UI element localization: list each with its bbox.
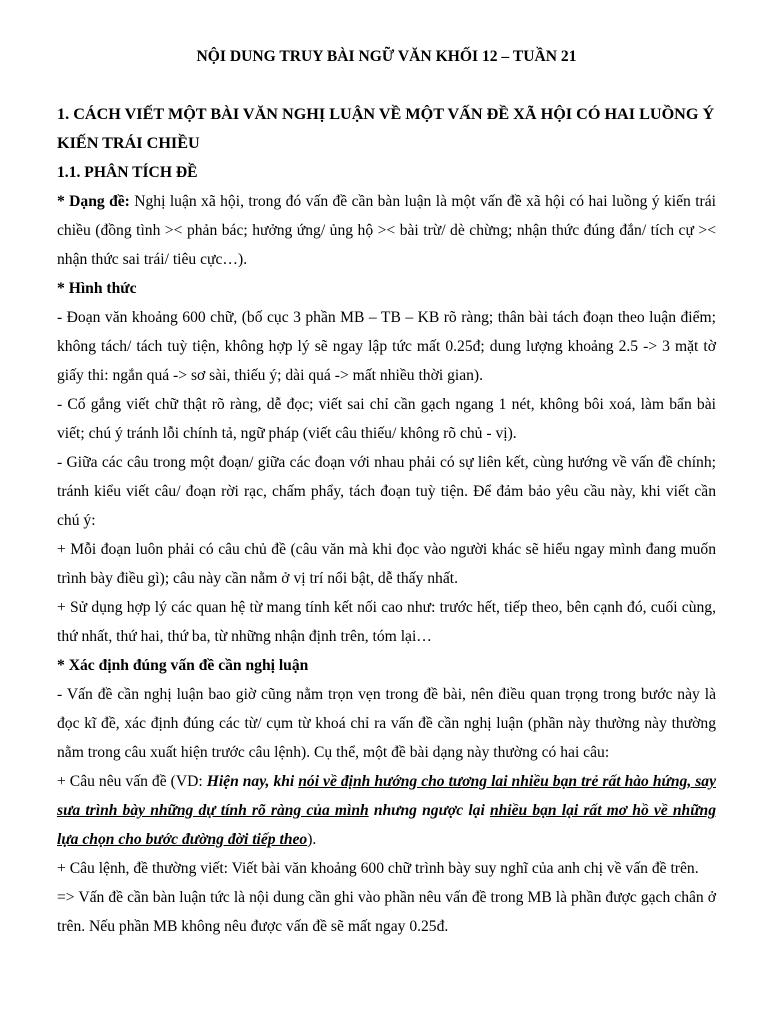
- ket-luan: => Vấn đề cần bàn luận tức là nội dung cần ghi vào phần nêu vấn đề trong MB là phần được gạch chân ở trên. Nếu phần MB không nêu được vấn đề sẽ mất ngay 0.25đ.: [57, 889, 716, 935]
- cau-neu-underlined-issue: nói về định hướng cho tương lai nhiều bạn trẻ rất hào hứng, say sưa trình bày những dự tính rõ ràng của mình: [57, 773, 717, 819]
- cau-neu-lead: + Câu nêu vấn đề (VD:: [57, 773, 207, 790]
- hinh-thuc-item: - Giữa các câu trong một đoạn/ giữa các đoạn với nhau phải có sự liên kết, cùng hướng về vấn đề chính; tránh kiểu viết câu/ đoạn rời rạc, chấm phẩy, tách đoạn tuỳ tiện. Để đảm bảo yêu cầu này, khi viết cần chú ý:: [57, 454, 716, 529]
- cau-neu-emphasis: Hiện nay, khi: [206, 773, 299, 790]
- section-1-1-heading: 1.1. PHÂN TÍCH ĐỀ: [57, 164, 198, 181]
- dang-de-text: Nghị luận xã hội, trong đó vấn đề cần bàn luận là một vấn đề xã hội có hai luồng ý kiến trái chiều (đồng tình >< phản bác; hưởng ứng/ ủng hộ >< bài trừ/ dè chừng; nhận thức đúng đắn/ tích cự >< nhận thức sai trái/ tiêu cực…).: [57, 193, 716, 268]
- hinh-thuc-item: + Mỗi đoạn luôn phải có câu chủ đề (câu văn mà khi đọc vào người khác sẽ hiểu ngay mình đang muốn trình bày điều gì); câu này cần nằm ở vị trí nổi bật, dễ thấy nhất.: [57, 541, 716, 587]
- cau-neu-tail: ).: [307, 831, 317, 848]
- cau-neu-underlined-issue: nhiều bạn lại rất mơ hồ về những lựa chọn cho bước đường đời tiếp theo: [57, 802, 717, 848]
- hinh-thuc-item: + Sử dụng hợp lý các quan hệ từ mang tính kết nối cao như: trước hết, tiếp theo, bên cạnh đó, cuối cùng, thứ nhất, thứ hai, thứ ba, từ những nhận định trên, tóm lại…: [57, 599, 716, 645]
- document-title: NỘI DUNG TRUY BÀI NGỮ VĂN KHỐI 12 – TUẦN 21: [196, 48, 577, 65]
- cau-lenh: + Câu lệnh, đề thường viết: Viết bài văn khoảng 600 chữ trình bày suy nghĩ của anh chị về vấn đề trên.: [57, 860, 699, 877]
- hinh-thuc-item: - Cố gắng viết chữ thật rõ ràng, dễ đọc; viết sai chỉ cần gạch ngang 1 nét, không bôi xoá, làm bẩn bài viết; chú ý tránh lỗi chính tả, ngữ pháp (viết câu thiếu/ không rõ chủ - vị).: [57, 396, 716, 442]
- xac-dinh-text: - Vấn đề cần nghị luận bao giờ cũng nằm trọn vẹn trong đề bài, nên điều quan trọng trong bước này là đọc kĩ đề, xác định đúng các từ/ cụm từ khoá chỉ ra vấn đề cần nghị luận (phần này thường này thường nằm trong câu xuất hiện trước câu lệnh). Cụ thể, một đề bài dạng này thường có hai câu:: [57, 686, 716, 761]
- cau-neu-van-de: [57, 767, 716, 854]
- xac-dinh-label: * Xác định đúng vấn đề cần nghị luận: [57, 657, 309, 674]
- dang-de-paragraph: [57, 187, 716, 274]
- hinh-thuc-label: * Hình thức: [57, 280, 137, 297]
- cau-neu-emphasis: nhưng ngược lại: [368, 802, 490, 819]
- hinh-thuc-item: - Đoạn văn khoảng 600 chữ, (bố cục 3 phần MB – TB – KB rõ ràng; thân bài tách đoạn theo luận điểm; không tách/ tách tuỳ tiện, không hợp lý sẽ ngay lập tức mất 0.25đ; dung lượng khoảng 2.5 -> 3 mặt tờ giấy thi: ngắn quá -> sơ sài, thiếu ý; dài quá -> mất nhiều thời gian).: [57, 309, 716, 384]
- section-1-heading: 1. CÁCH VIẾT MỘT BÀI VĂN NGHỊ LUẬN VỀ MỘT VẤN ĐỀ XÃ HỘI CÓ HAI LUỒNG Ý KIẾN TRÁI CHIỀU: [57, 105, 715, 152]
- dang-de-label: * Dạng đề:: [57, 193, 130, 210]
